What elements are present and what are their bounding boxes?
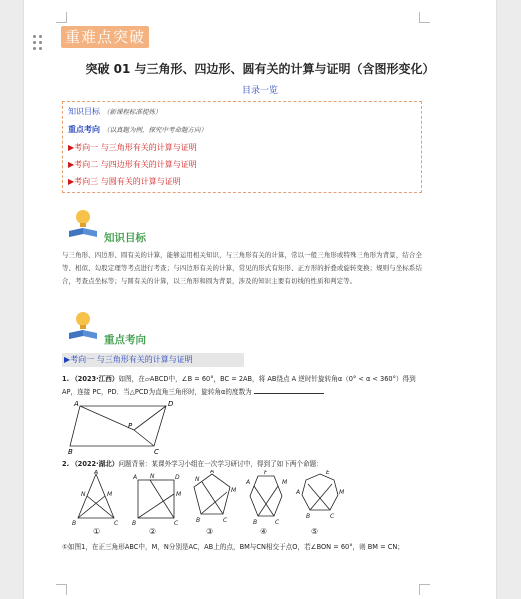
toc-box (62, 101, 422, 193)
question-2-source: （2022·湖北） (71, 460, 119, 468)
toc-item-2[interactable]: ▶考向二 与四边形有关的计算与证明 (68, 160, 197, 169)
fig4-label-A: A (246, 479, 251, 486)
fig3-label-C: C (223, 517, 228, 524)
fig3-label-N: N (195, 476, 200, 483)
section-banner: 重难点突破 (61, 26, 149, 48)
crop-mark-top-right (419, 12, 430, 23)
section-title-knowledge: 知识目标 (104, 232, 146, 244)
fig2-label-B: B (132, 520, 137, 527)
question-2-text: 问题背景：某课外学习小组在一次学习研讨中，得到了如下两个命题： (118, 460, 323, 468)
fig5-label-C: C (330, 513, 335, 520)
question-2-number: 2. (62, 460, 70, 468)
figure-number-5: ⑤ (311, 527, 319, 536)
direction-heading-1[interactable]: ▶考向一 与三角形有关的计算与证明 (62, 353, 244, 367)
fig1-label-B: B (72, 520, 77, 527)
toc-knowledge[interactable] (68, 106, 162, 117)
toc-focus-sub: （以真题为例，探究中考命题方向） (103, 126, 207, 134)
polygon-figures (70, 470, 360, 528)
fig3-label-M: M (231, 487, 237, 494)
fig2-label-D: D (175, 474, 180, 481)
fig1-label-N: N (81, 491, 86, 498)
label-A: A (74, 400, 79, 408)
toc-focus-label: 重点考向 (68, 125, 100, 134)
fig3-label-A: A (210, 470, 215, 475)
crop-mark-bottom-right (419, 584, 430, 595)
toc-knowledge-label: 知识目标 (68, 107, 100, 116)
fig5-label-A: A (296, 489, 301, 496)
drag-handle-icon[interactable] (33, 35, 45, 51)
figure-number-4: ④ (260, 527, 268, 536)
fig5-label-M: M (339, 489, 345, 496)
question-1-source: （2023·江西） (71, 375, 119, 383)
toc-item-3[interactable]: ▶考向三 与圆有关的计算与证明 (68, 177, 181, 186)
parallelogram-figure (68, 400, 178, 455)
fig2-label-M: M (176, 491, 182, 498)
fig2-label-C: C (174, 520, 179, 527)
question-1 (62, 373, 424, 398)
fig3-label-B: B (196, 517, 201, 524)
fig4-label-F: F (264, 470, 268, 476)
fig2-label-A: A (133, 474, 138, 481)
section-title-focus: 重点考向 (104, 334, 146, 346)
document-title: 突破 01 与三角形、四边形、圆有关的计算与证明（含图形变化） (85, 62, 435, 76)
lightbulb-book-icon (66, 206, 100, 240)
crop-mark-bottom-left (56, 584, 67, 595)
answer-blank[interactable] (254, 387, 324, 394)
label-P: P (128, 422, 133, 430)
fig2-label-N: N (150, 473, 155, 480)
toc-focus[interactable] (68, 124, 207, 135)
question-1-number: 1. (62, 375, 70, 383)
fig1-label-M: M (107, 491, 113, 498)
knowledge-paragraph: 与三角形、四边形、圆有关的计算，能够运用相关知识，与三角形有关的计算，常以一般三角形或特殊三角形为背景，结合全等、相似、勾股定理等考点进行考查；与四边形有关的计算，常见的形式有矩形、正方形的折叠或旋转变换；规则与坐标系结合，考查点坐标等；与圆有关的计算，以三角形和圆为背景，涉及的知识主要有切线的性质和判定等。 (62, 251, 422, 285)
question-2-sub-1: ①如图1，在正三角形ABC中，M，N分别是AC，AB上的点，BM与CN相交于点O，若∠BON = 60°，则 BM = CN； (62, 543, 404, 551)
figure-number-1: ① (93, 527, 101, 536)
fig1-label-C: C (114, 520, 119, 527)
figure-number-2: ② (149, 527, 157, 536)
label-D: D (168, 400, 174, 408)
question-2 (62, 458, 424, 471)
figure-number-3: ③ (206, 527, 214, 536)
question-1-text: 如图，在▱ABCD中，∠B = 60°，BC = 2AB，将 AB绕点 A 逆时针旋转角α（0° < α < 360°）得到 AP，连接 PC，PD．当△PCD为直角三角形时，旋转角α的度数为 (62, 375, 416, 396)
fig5-label-B: B (306, 513, 311, 520)
fig1-label-A: A (94, 470, 99, 476)
fig4-label-B: B (253, 519, 258, 526)
toc-heading: 目录一览 (241, 86, 278, 96)
fig4-label-C: C (275, 519, 280, 526)
label-B: B (68, 448, 73, 455)
fig4-label-M: M (282, 479, 288, 486)
label-C: C (154, 448, 159, 455)
crop-mark-top-left (56, 12, 67, 23)
toc-knowledge-sub: （新课程标准提炼） (103, 108, 162, 116)
lightbulb-book-icon (66, 308, 100, 342)
toc-item-1[interactable]: ▶考向一 与三角形有关的计算与证明 (68, 143, 197, 152)
fig5-label-E: E (326, 470, 330, 476)
